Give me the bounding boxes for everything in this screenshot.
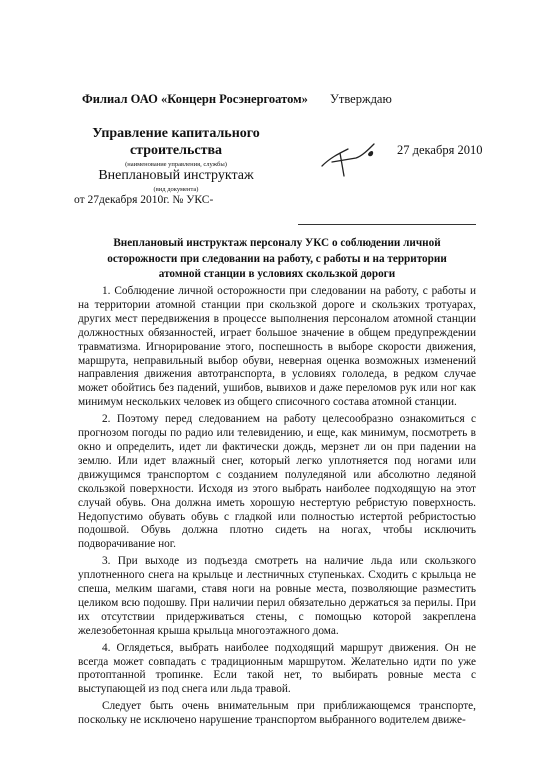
paragraph-4: 4. Оглядеться, выбрать наиболее подходящий маршрут движения. Он не всегда может совпадать с традиционным маршрутом. Желательно идти по уже протоптанной тропинке. Если такой нет, то выбирать ровные места с выступающей из под снега или льда травой. (78, 641, 476, 696)
department-caption: (наименование управления, службы) (125, 161, 227, 168)
signature-line (298, 224, 476, 225)
approval-date: 27 декабря 2010 (397, 143, 483, 157)
paragraph-2: 2. Поэтому перед следованием на работу целесообразно ознакомиться с прогнозом погоды по радио или телевидению, и еще, как минимум, посмотреть в окно и определить, идет ли фактически дождь, мерзнет ли он при падении на землю. Или идет влажный снег, который легко уплотняется под ногами или движущимся транспортом с созданием полуледяной или абсолютно ледяной скользкой поверхности. Исходя из этого выбрать наиболее подходящую на этот случай обувь. Она должна иметь хорошую нестертую ребристую поверхность. Недопустимо обувать обувь с гладкой или полностью истертой ребристостью подошвой. Обувь должна плотно сидеть на ногах, чтобы исключить подворачивание ног. (78, 413, 476, 551)
department-name-line2: строительства (129, 143, 223, 158)
signature (318, 140, 378, 178)
document-date-number: от 27декабря 2010г. № УКС- (74, 194, 214, 206)
document-body (78, 285, 476, 731)
paragraph-3: 3. При выходе из подъезда смотреть на наличие льда или скользкого уплотненного снега на крыльце и лестничных ступеньках. Сходить с крыльца не спеша, мелким шагами, ставя ноги на ровные места, позволяющие разместить целиком всю подошву. При наличии перил обязательно держаться за перилы. При их отсутствии придерживаться стены, с помощью которой закреплена железобетонная крыша крыльца многоэтажного дома. (78, 555, 476, 637)
document-type-caption: (вид документа) (153, 186, 199, 193)
department-name-line1: Управление капитального (92, 126, 260, 141)
document-title: Внеплановый инструктаж персоналу УКС о соблюдении личной осторожности при следовании на работу, с работы и на территории атомной станции в условиях скользкой дороги (107, 237, 447, 280)
document-type: Внеплановый инструктаж (98, 168, 254, 183)
paragraph-5: Следует быть очень внимательным при приближающемся транспорте, поскольку не исключено нарушение транспортом выбранного водителем движе- (78, 700, 476, 727)
paragraph-1: 1. Соблюдение личной осторожности при следовании на работу, с работы и на территории атомной станции при скользкой дороге и скользких тротуарах, других мест передвижения в процессе выполнения персоналом атомной станции должностных обязанностей, играет большое значение в общем предупреждении травматизма. Игнорирование этого, поспешность в выборе скорости движения, маршрута, неправильный выбор обуви, неверная оценка возможных изменений направления движения автотранспорта, в условиях гололеда, в редком случае может обойтись без падений, ушибов, вывихов и даже переломов рук или ног как минимум нескольких человек из общего списочного состава атомной станции. (78, 285, 476, 409)
organization-name: Филиал ОАО «Концерн Росэнергоатом» (82, 92, 308, 106)
approve-label: Утверждаю (330, 92, 392, 106)
